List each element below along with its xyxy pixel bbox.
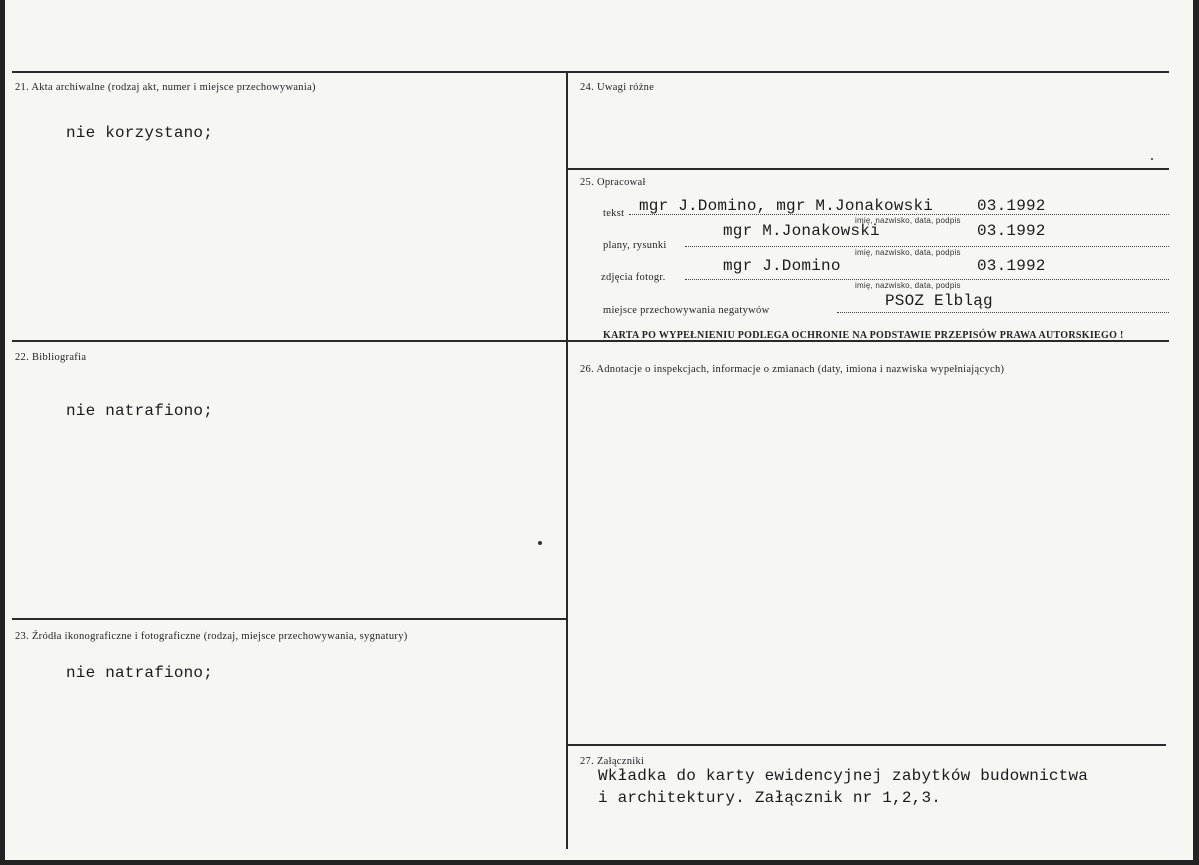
field-tekst-value: mgr J.Domino, mgr M.Jonakowski <box>639 197 934 215</box>
section-27-label: 27. Załączniki <box>580 756 645 767</box>
section-23-label: 23. Źródła ikonograficzne i fotograficzne (rodzaj, miejsce przechowywania, sygnatury) <box>15 631 408 642</box>
section-23-content: nie natrafiono; <box>66 664 214 682</box>
section-25-label: 25. Opracował <box>580 177 646 188</box>
paper-speck <box>538 541 542 545</box>
field-zdjecia-line <box>685 279 1169 280</box>
field-tekst-date: 03.1992 <box>977 197 1046 215</box>
section-22-content: nie natrafiono; <box>66 402 214 420</box>
field-plany-date: 03.1992 <box>977 222 1046 240</box>
section-24-label: 24. Uwagi różne <box>580 82 655 93</box>
top-divider <box>12 71 1169 73</box>
divider-26-27 <box>568 744 1166 746</box>
field-negatywy-line <box>837 312 1169 313</box>
field-plany-line <box>685 246 1169 247</box>
copyright-notice: KARTA PO WYPEŁNIENIU PODLEGA OCHRONIE NA PODSTAWIE PRZEPISÓW PRAWA AUTORSKIEGO ! <box>603 330 1124 341</box>
field-tekst-label: tekst <box>603 208 625 219</box>
field-negatywy-value: PSOZ Elbląg <box>885 292 993 310</box>
field-tekst-hint: imię, nazwisko, data, podpis <box>855 216 961 225</box>
section-26-label: 26. Adnotacje o inspekcjach, informacje o zmianach (daty, imiona i nazwiska wypełniających) <box>580 364 1005 375</box>
field-negatywy-label: miejsce przechowywania negatywów <box>603 305 770 316</box>
field-plany-value: mgr M.Jonakowski <box>723 222 880 240</box>
section-21-content: nie korzystano; <box>66 124 214 142</box>
field-zdjecia-date: 03.1992 <box>977 257 1046 275</box>
section-27-line-1: Wkładka do karty ewidencyjnej zabytków budownictwa <box>598 767 1089 785</box>
divider-22-23 <box>12 618 568 620</box>
field-zdjecia-value: mgr J.Domino <box>723 257 841 275</box>
field-plany-hint: imię, nazwisko, data, podpis <box>855 248 961 257</box>
paper-speck <box>1151 158 1153 160</box>
field-zdjecia-hint: imię, nazwisko, data, podpis <box>855 281 961 290</box>
field-plany-label: plany, rysunki <box>603 240 667 251</box>
section-27-line-2: i architektury. Załącznik nr 1,2,3. <box>598 789 942 807</box>
center-divider <box>566 71 568 849</box>
divider-24-25 <box>568 168 1169 170</box>
section-21-label: 21. Akta archiwalne (rodzaj akt, numer i miejsce przechowywania) <box>15 82 316 93</box>
section-22-label: 22. Bibliografia <box>15 352 87 363</box>
field-zdjecia-label: zdjęcia fotogr. <box>601 272 666 283</box>
